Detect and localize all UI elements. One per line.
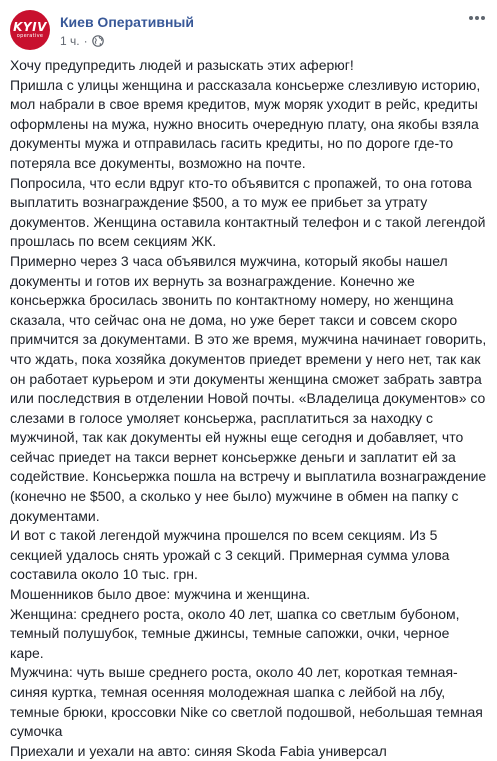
- meta-separator: ·: [83, 34, 88, 48]
- avatar-sub-text: operative: [16, 33, 44, 39]
- post-paragraph: Хочу предупредить людей и разыскать этих аферюг!: [10, 57, 354, 73]
- post-paragraph: Женщина: среднего роста, около 40 лет, шапка со светлым бубоном, темный полушубок, темные джинсы, темные сапожки, очки, черное каре.: [10, 605, 460, 661]
- post-paragraph: Мужчина: чуть выше среднего роста, около 40 лет, короткая темная-синяя куртка, темная осенняя молодежная шапка с лейбой на лбу, темные брюки, кроссовки Nike со светлой подошвой, небольшая темная сумочка: [10, 664, 483, 740]
- post-paragraph: И вот с такой легендой мужчина прошелся по всем секциям. Из 5 секцией удалось снять урожай с 3 секций. Примерная сумма улова составила около 10 тыс. грн.: [10, 527, 450, 583]
- post-timestamp[interactable]: 1 ч.: [60, 34, 80, 48]
- post-paragraph: Приехали и уехали на авто: синяя Skoda Fabia универсал: [10, 742, 387, 759]
- post-paragraph: Пришла с улицы женщина и рассказала консьерже слезливую историю, мол набрали в свое время кредитов, муж моряк уходит в рейс, кредиты оформлены на мужа, нужно вносить очередную плату, она якобы взяла документы мужа и отправилась гасить кредиты, но по дороге где-то потеряла все документы, возможно на почте.: [10, 76, 481, 171]
- page-name-link[interactable]: Киев Оперативный: [60, 14, 194, 30]
- post-body: [10, 56, 487, 761]
- avatar[interactable]: [10, 10, 50, 50]
- post-meta: [60, 34, 104, 48]
- post-paragraph: Попросила, что если вдруг кто-то объявится с пропажей, то она готова выплатить вознаграждение $500, а то муж ее прибьет за утрату документов. Женщина оставила контактный телефон и с такой легендой прошлась по всем секциям ЖК.: [10, 174, 486, 250]
- post-paragraph: Мошенников было двое: мужчина и женщина.: [10, 586, 311, 603]
- post-paragraph: Примерно через 3 часа объявился мужчина, который якобы нашел документы и готов их вернуть за вознаграждение. Конечно же консьержка бросилась звонить по контактному номеру, но женщина сказала, что сейчас она не дома, но уже берет такси и совсем скоро примчится за документами. В это же время, мужчина начинает говорить, что ждать, пока хозяйка документов приедет времени у него нет, так как он работает курьером и эти документы женщина сможет забрать завтра или последствия в отделении Новой почты. «Владелица документов» со слезами в голосе умоляет консьержа, расплатиться за находку с мужчиной, так как документы ей нужны еще сегодня и добавляет, что сейчас приедет на такси вернет консьержке деньги и заплатит ей за содействие. Консьержка пошла на встречу и выплатила вознаграждение (конечно не $500, а сколько у нее было) мужчине в обмен на папку с документами.: [10, 252, 487, 524]
- globe-icon[interactable]: [92, 35, 104, 47]
- more-options-icon[interactable]: [467, 10, 487, 26]
- post-header: [0, 0, 497, 56]
- avatar-logo-text: KYIV: [13, 20, 47, 34]
